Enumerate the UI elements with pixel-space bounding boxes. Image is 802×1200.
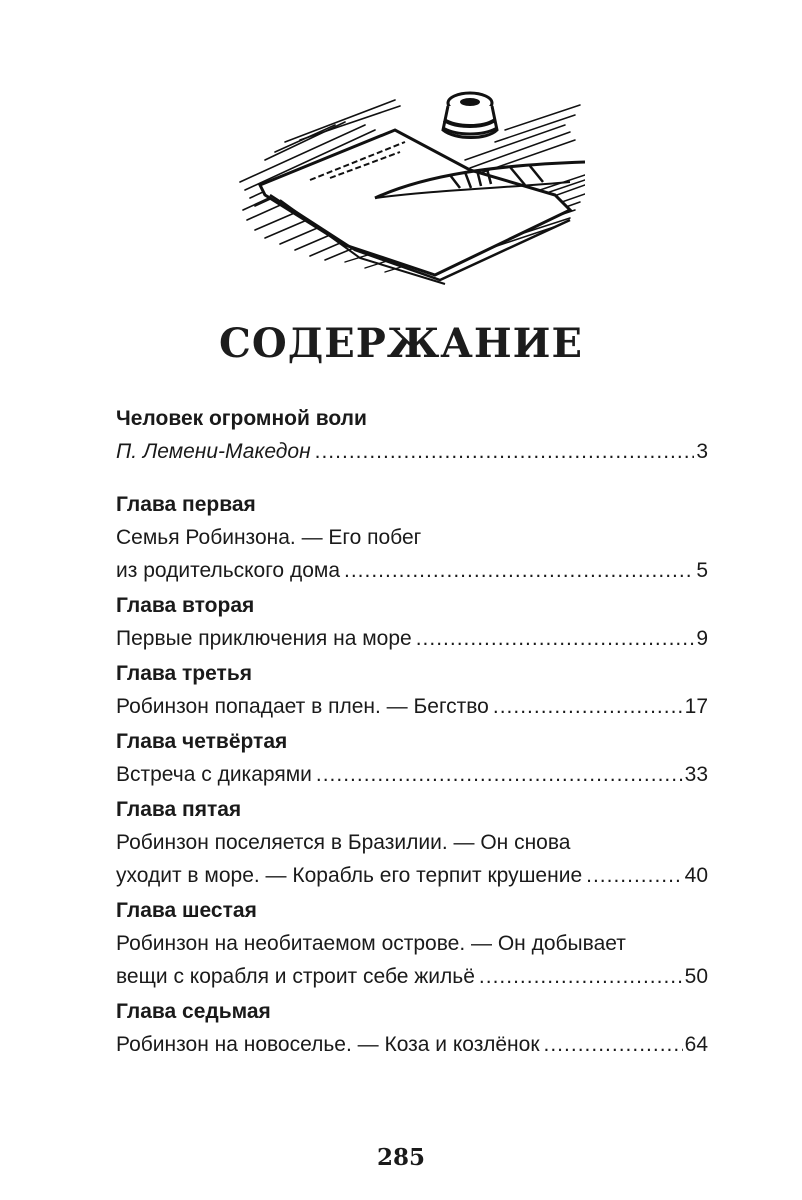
toc-page-number: 33 (684, 763, 708, 786)
toc-chapter-1-line-2: из родительского дома (116, 559, 340, 582)
toc-chapter-4-entry[interactable] (116, 758, 708, 791)
dot-leader (315, 435, 695, 468)
toc-page-number: 9 (696, 627, 708, 650)
toc-chapter-3-entry[interactable] (116, 690, 708, 723)
toc-page-number: 40 (684, 864, 708, 887)
toc-chapter-4-line-1: Встреча с дикарями (116, 763, 312, 786)
toc-chapter-6-entry[interactable] (116, 960, 708, 993)
toc-page-number: 64 (684, 1033, 708, 1056)
dot-leader (344, 554, 694, 587)
toc-chapter-5-line-2: уходит в море. — Корабль его терпит крушение (116, 864, 583, 887)
page-number: 285 (376, 1144, 425, 1171)
toc-chapter-5-line-1: Робинзон поселяется в Бразилии. — Он снова (116, 831, 571, 854)
dot-leader (586, 859, 683, 892)
dot-leader (416, 622, 695, 655)
toc-chapter-2-line-1: Первые приключения на море (116, 627, 412, 650)
table-of-contents (116, 402, 708, 1061)
toc-chapter-7-entry[interactable] (116, 1028, 708, 1061)
toc-chapter-1-entry[interactable] (116, 554, 708, 587)
dot-leader (544, 1028, 683, 1061)
toc-page-number: 3 (696, 440, 708, 463)
toc-chapter-6-line-1: Робинзон на необитаемом острове. — Он добывает (116, 932, 626, 955)
toc-intro-entry[interactable] (116, 435, 708, 468)
dot-leader (493, 690, 683, 723)
dot-leader (316, 758, 683, 791)
toc-chapter-7-line-1: Робинзон на новоселье. — Коза и козлёнок (116, 1033, 540, 1056)
toc-chapter-6-line-2: вещи с корабля и строит себе жильё (116, 965, 475, 988)
toc-chapter-1-heading: Глава первая (116, 493, 256, 516)
toc-chapter-2-entry[interactable] (116, 622, 708, 655)
toc-chapter-6-heading: Глава шестая (116, 899, 257, 922)
toc-intro-author: П. Лемени-Македон (116, 440, 311, 463)
dot-leader (479, 960, 683, 993)
toc-chapter-5-heading: Глава пятая (116, 798, 242, 821)
toc-chapter-5-entry[interactable] (116, 859, 708, 892)
toc-chapter-3-line-1: Робинзон попадает в плен. — Бегство (116, 695, 489, 718)
toc-page-number: 17 (684, 695, 708, 718)
toc-page-number: 50 (684, 965, 708, 988)
page-title: СОДЕРЖАНИЕ (219, 320, 583, 367)
toc-page-number: 5 (696, 559, 708, 582)
toc-chapter-1-line-1: Семья Робинзона. — Его побег (116, 526, 422, 549)
inkwell-papers-illustration-icon (225, 70, 585, 285)
toc-intro-heading: Человек огромной воли (116, 407, 367, 430)
toc-chapter-2-heading: Глава вторая (116, 594, 255, 617)
toc-chapter-4-heading: Глава четвёртая (116, 730, 288, 753)
toc-chapter-3-heading: Глава третья (116, 662, 252, 685)
toc-chapter-7-heading: Глава седьмая (116, 1000, 271, 1023)
